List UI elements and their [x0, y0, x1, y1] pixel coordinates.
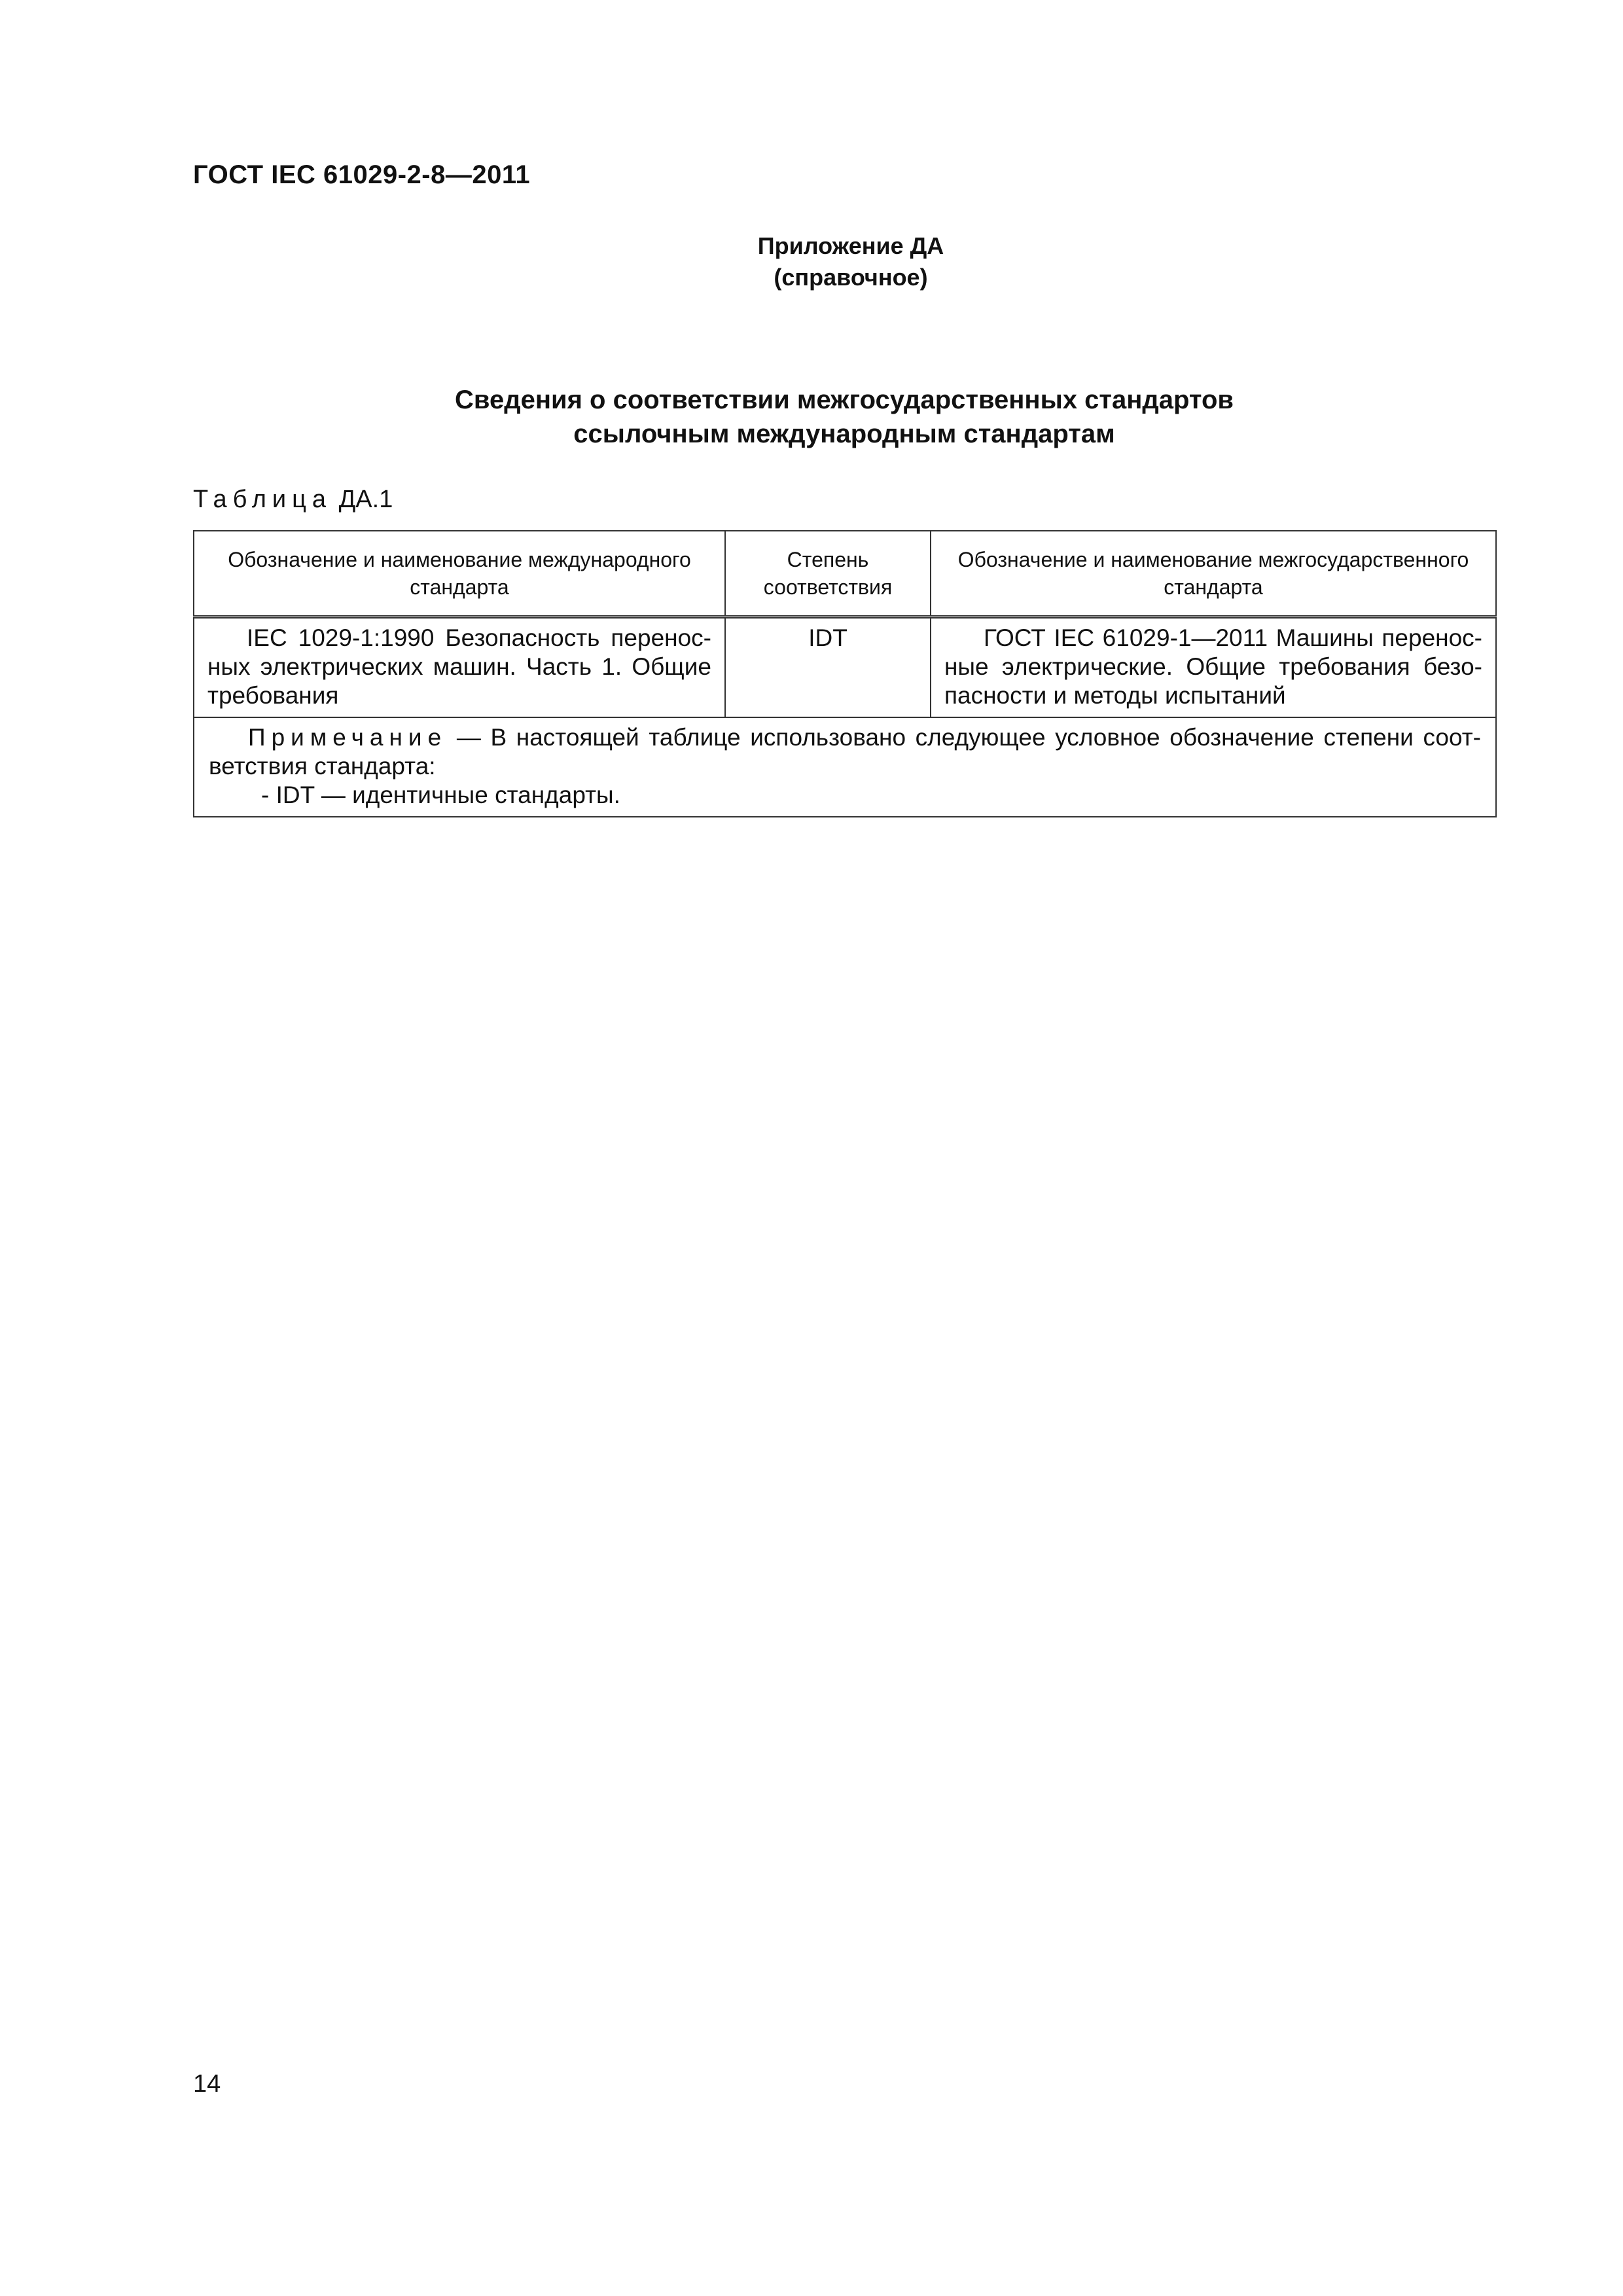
page-number: 14 [193, 2070, 221, 2098]
interstate-standard-text: ГОСТ IEC 61029-1—2011 Машины перенос-ные электрические. Общие требования безо-пасности и методы испытаний [944, 624, 1482, 709]
note-label: Примечание [248, 724, 448, 751]
document-code: ГОСТ IEC 61029-2-8—2011 [193, 160, 531, 189]
note-text: — В настоящей таблице использовано следующее условное обозначение степени соот-ветствия стандарта: [209, 724, 1482, 780]
table-caption-number: ДА.1 [338, 486, 393, 513]
cell-degree: IDT [725, 617, 931, 718]
section-title [193, 383, 1495, 451]
table-caption [193, 486, 393, 514]
annex-status: (справочное) [774, 264, 928, 291]
note-list-item: - IDT — идентичные стандарты. [261, 781, 620, 808]
international-standard-text: IEC 1029-1:1990 Безопасность перенос-ных электрических машин. Часть 1. Общие требования [207, 624, 711, 709]
table-note-row [194, 717, 1496, 817]
section-title-line-2: ссылочным международным стандартам [573, 420, 1115, 448]
table-header-row [194, 531, 1496, 617]
section-title-line-1: Сведения о соответствии межгосударственных стандартов [455, 386, 1234, 414]
header-interstate-standard: Обозначение и наименование межгосударственного стандарта [931, 531, 1496, 617]
table-row [194, 617, 1496, 718]
correspondence-table [193, 530, 1497, 817]
table-note [194, 717, 1496, 817]
cell-interstate-standard [931, 617, 1496, 718]
annex-heading [0, 230, 1623, 293]
cell-international-standard [194, 617, 725, 718]
annex-title: Приложение ДА [757, 232, 944, 259]
table-caption-word: Таблица [193, 486, 332, 513]
header-international-standard: Обозначение и наименование международного стандарта [194, 531, 725, 617]
header-degree-of-correspondence: Степень соответствия [725, 531, 931, 617]
